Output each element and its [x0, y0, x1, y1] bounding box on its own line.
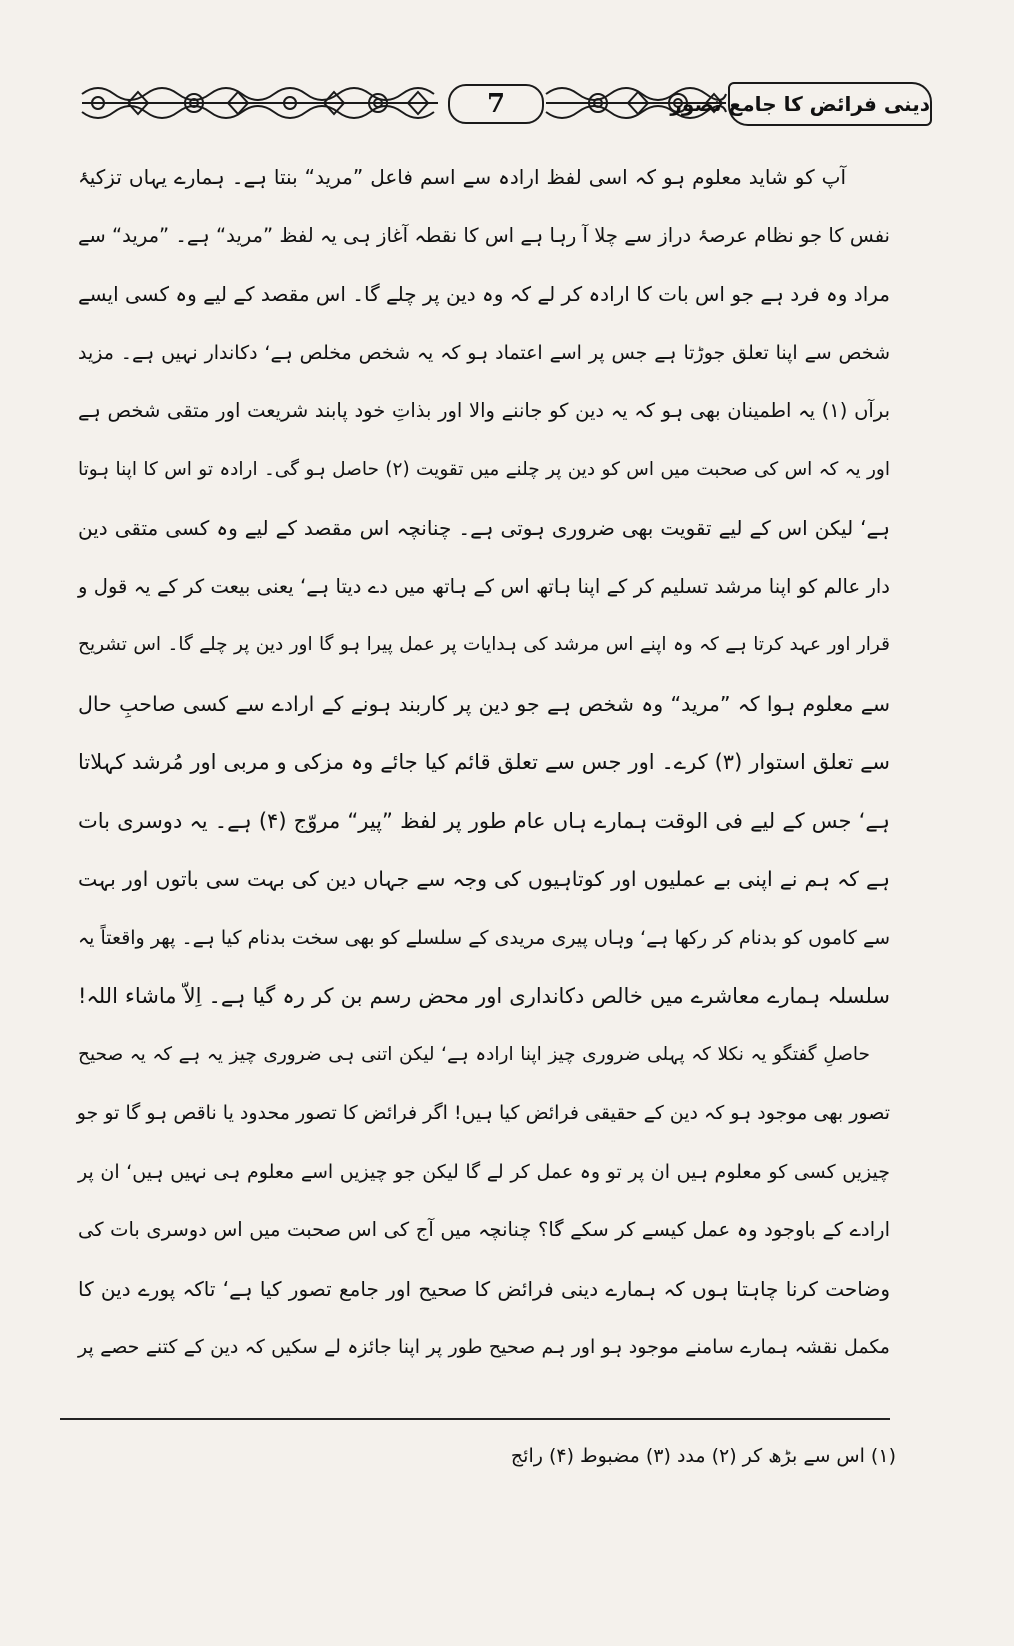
text-line: شخص سے اپنا تعلق جوڑتا ہے جس پر اسے اعتماد ہو کہ یہ شخص مخلص ہے‘ دکاندار نہیں ہے۔ مزید — [78, 341, 890, 364]
page-number: 7 — [448, 84, 544, 124]
text-line: آپ کو شاید معلوم ہو کہ اسی لفظ ارادہ سے اسم فاعل ”مرید“ بنتا ہے۔ ہمارے یہاں تزکیۂ — [78, 165, 846, 189]
text-line: ارادے کے باوجود وہ عمل کیسے کر سکے گا؟ چنانچہ میں آج کی اس صحبت میں اس دوسری بات کی — [78, 1218, 890, 1241]
text-line: قرار اور عہد کرتا ہے کہ وہ اپنے اس مرشد کی ہدایات پر عمل پیرا ہو گا اور دین پر چلے گا۔ اس تشریح — [78, 634, 890, 655]
text-line: برآں (۱) یہ اطمینان بھی ہو کہ یہ دین کو جاننے والا اور بذاتِ خود پابند شریعت اور متقی شخص ہے — [78, 399, 890, 422]
text-line: چیزیں کسی کو معلوم ہیں ان پر تو وہ عمل کر لے گا لیکن جو چیزیں اسے معلوم ہی نہیں ہیں‘ ان پر — [78, 1160, 890, 1183]
text-line: سے تعلق استوار (۳) کرے۔ اور جس سے تعلق قائم کیا جائے وہ مزکی و مربی اور مُرشد کہلاتا — [78, 750, 890, 774]
text-line: مکمل نقشہ ہمارے سامنے موجود ہو اور ہم صحیح طور پر اپنا جائزہ لے سکیں کہ دین کے کتنے حصے پر — [78, 1336, 890, 1358]
text-line: حاصلِ گفتگو یہ نکلا کہ پہلی ضروری چیز اپنا ارادہ ہے‘ لیکن اتنی ہی ضروری چیز یہ ہے کہ یہ صحیح — [78, 1043, 870, 1065]
text-line: دار عالم کو اپنا مرشد تسلیم کر کے اپنا ہاتھ اس کے ہاتھ میں دے دیتا ہے‘ یعنی بیعت کر کے یہ قول و — [78, 574, 890, 598]
text-line: ہے کہ ہم نے اپنی بے عملیوں اور کوتاہیوں کی وجہ سے جہاں دین کی بہت سی باتوں اور بہت — [78, 867, 890, 891]
text-line: سلسلہ ہمارے معاشرے میں خالص دکانداری اور محض رسم بن کر رہ گیا ہے۔ اِلاّ ماشاء اللہ! — [78, 984, 890, 1008]
page-header — [78, 72, 938, 134]
text-line: ہے‘ جس کے لیے فی الوقت ہمارے ہاں عام طور پر لفظ ”پیر“ مروّج (۴) ہے۔ یہ دوسری بات — [78, 808, 890, 833]
text-line: مراد وہ فرد ہے جو اس بات کا ارادہ کر لے کہ وہ دین پر چلے گا۔ اس مقصد کے لیے وہ کسی ایسے — [77, 282, 890, 306]
text-line: وضاحت کرنا چاہتا ہوں کہ ہمارے دینی فرائض کا صحیح اور جامع تصور کیا ہے‘ تاکہ پورے دین کا — [78, 1276, 890, 1301]
running-book-title: دینی فرائض کا جامع تصور — [728, 82, 932, 126]
text-line: سے کاموں کو بدنام کر رکھا ہے‘ وہاں پیری مریدی کے سلسلے کو بھی سخت بدنام کیا ہے۔ پھر واقعتاً یہ — [78, 926, 890, 949]
text-line: نفس کا جو نظام عرصۂ دراز سے چلا آ رہا ہے اس کا نقطہ آغاز ہی یہ لفظ ”مرید“ ہے۔ ”مرید“ سے — [78, 223, 890, 247]
body-text — [78, 148, 890, 1377]
text-line: تصور بھی موجود ہو کہ دین کے حقیقی فرائض کیا ہیں! اگر فرائض کا تصور محدود یا ناقص ہو گا تو جو — [76, 1102, 890, 1124]
footnote-divider — [60, 1418, 890, 1420]
text-line: سے معلوم ہوا کہ ”مرید“ وہ شخص ہے جو دین پر کاربند ہونے کے ارادے سے کسی صاحبِ حال — [78, 691, 890, 716]
text-line: اور یہ کہ اس کی صحبت میں اس کو دین پر چلنے میں تقویت (۲) حاصل ہو گی۔ ارادہ تو اس کا اپنا ہوتا — [78, 458, 890, 480]
footnotes: (۱) اس سے بڑھ کر (۲) مدد (۳) مضبوط (۴) رائج — [510, 1445, 896, 1467]
text-line: ہے‘ لیکن اس کے لیے تقویت بھی ضروری ہوتی ہے۔ چنانچہ اس مقصد کے لیے وہ کسی متقی دین — [78, 516, 890, 540]
